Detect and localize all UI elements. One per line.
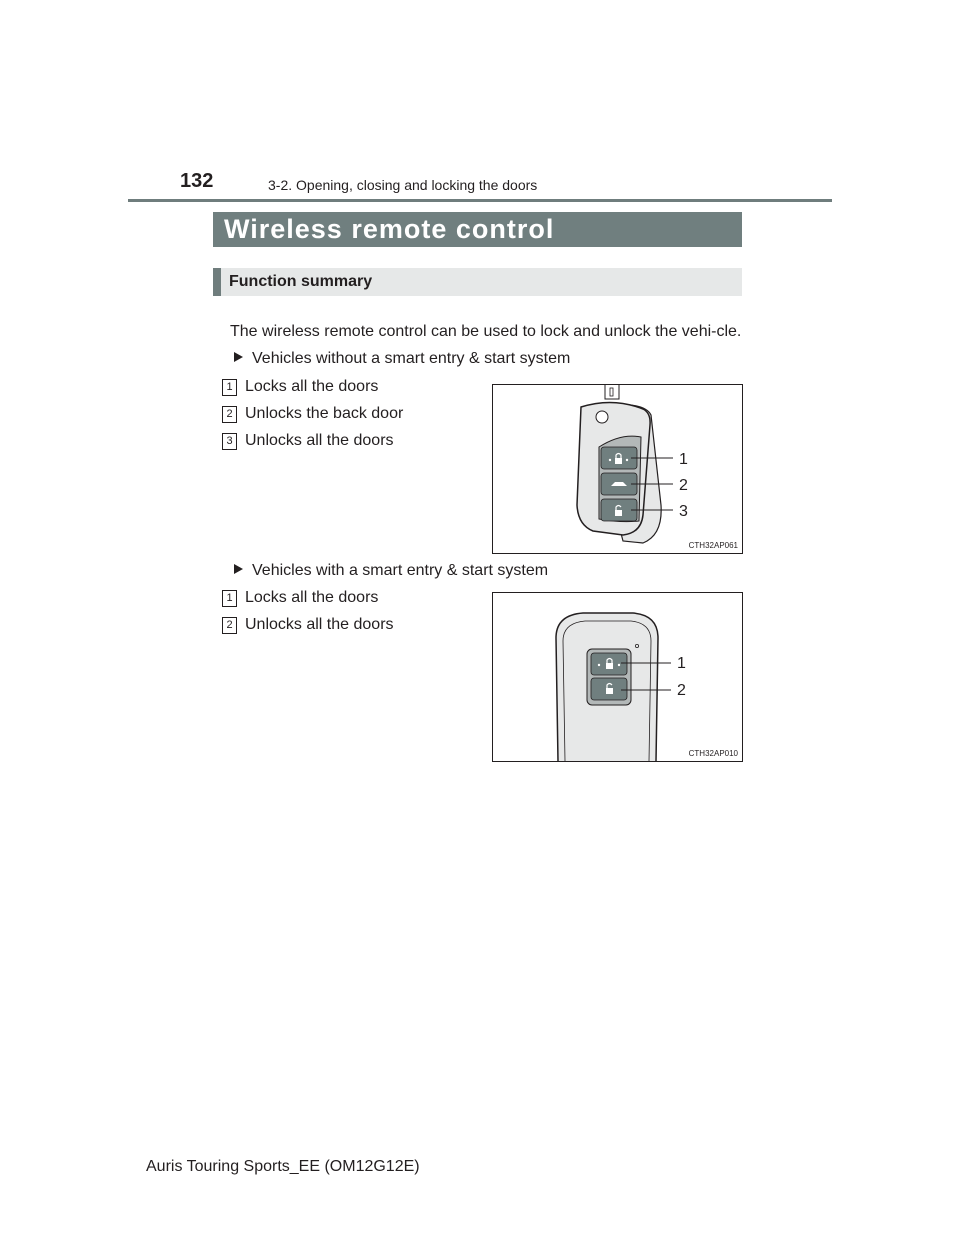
number-badge: 2 [222,406,237,423]
callout-label: 1 [677,655,686,672]
footer-model: Auris Touring Sports_EE (OM12G12E) [146,1158,420,1175]
smart-key-illustration [493,593,742,761]
number-badge: 1 [222,590,237,607]
figure-code: CTH32AP010 [688,749,738,758]
figure-code: CTH32AP061 [688,541,738,550]
list-item: 2 Unlocks all the doors [222,616,394,634]
list-item: 2 Unlocks the back door [222,405,403,423]
list-item: 1 Locks all the doors [222,589,378,607]
intro-paragraph: The wireless remote control can be used to lock and unlock the vehi-cle. [230,323,742,340]
number-badge: 1 [222,379,237,396]
figure-smart-key [492,592,743,762]
callout-label: 3 [679,503,688,520]
callout-label: 2 [677,682,686,699]
triangle-bullet-icon [234,564,243,574]
triangle-bullet-icon [234,352,243,362]
sub-heading: Function summary [213,268,742,296]
callout-label: 2 [679,477,688,494]
number-badge: 2 [222,617,237,634]
header-rule [128,199,832,202]
list-item: 1 Locks all the doors [222,378,378,396]
list-item: 3 Unlocks all the doors [222,432,394,450]
page-number: 132 [180,170,214,192]
flip-key-illustration [493,385,742,553]
group-heading: Vehicles without a smart entry & start system [234,350,570,368]
callout-label: 1 [679,451,688,468]
section-title: Wireless remote control [213,212,742,247]
group-heading: Vehicles with a smart entry & start system [234,562,548,580]
figure-flip-key [492,384,743,554]
running-header: 3-2. Opening, closing and locking the doors [268,177,538,193]
number-badge: 3 [222,433,237,450]
